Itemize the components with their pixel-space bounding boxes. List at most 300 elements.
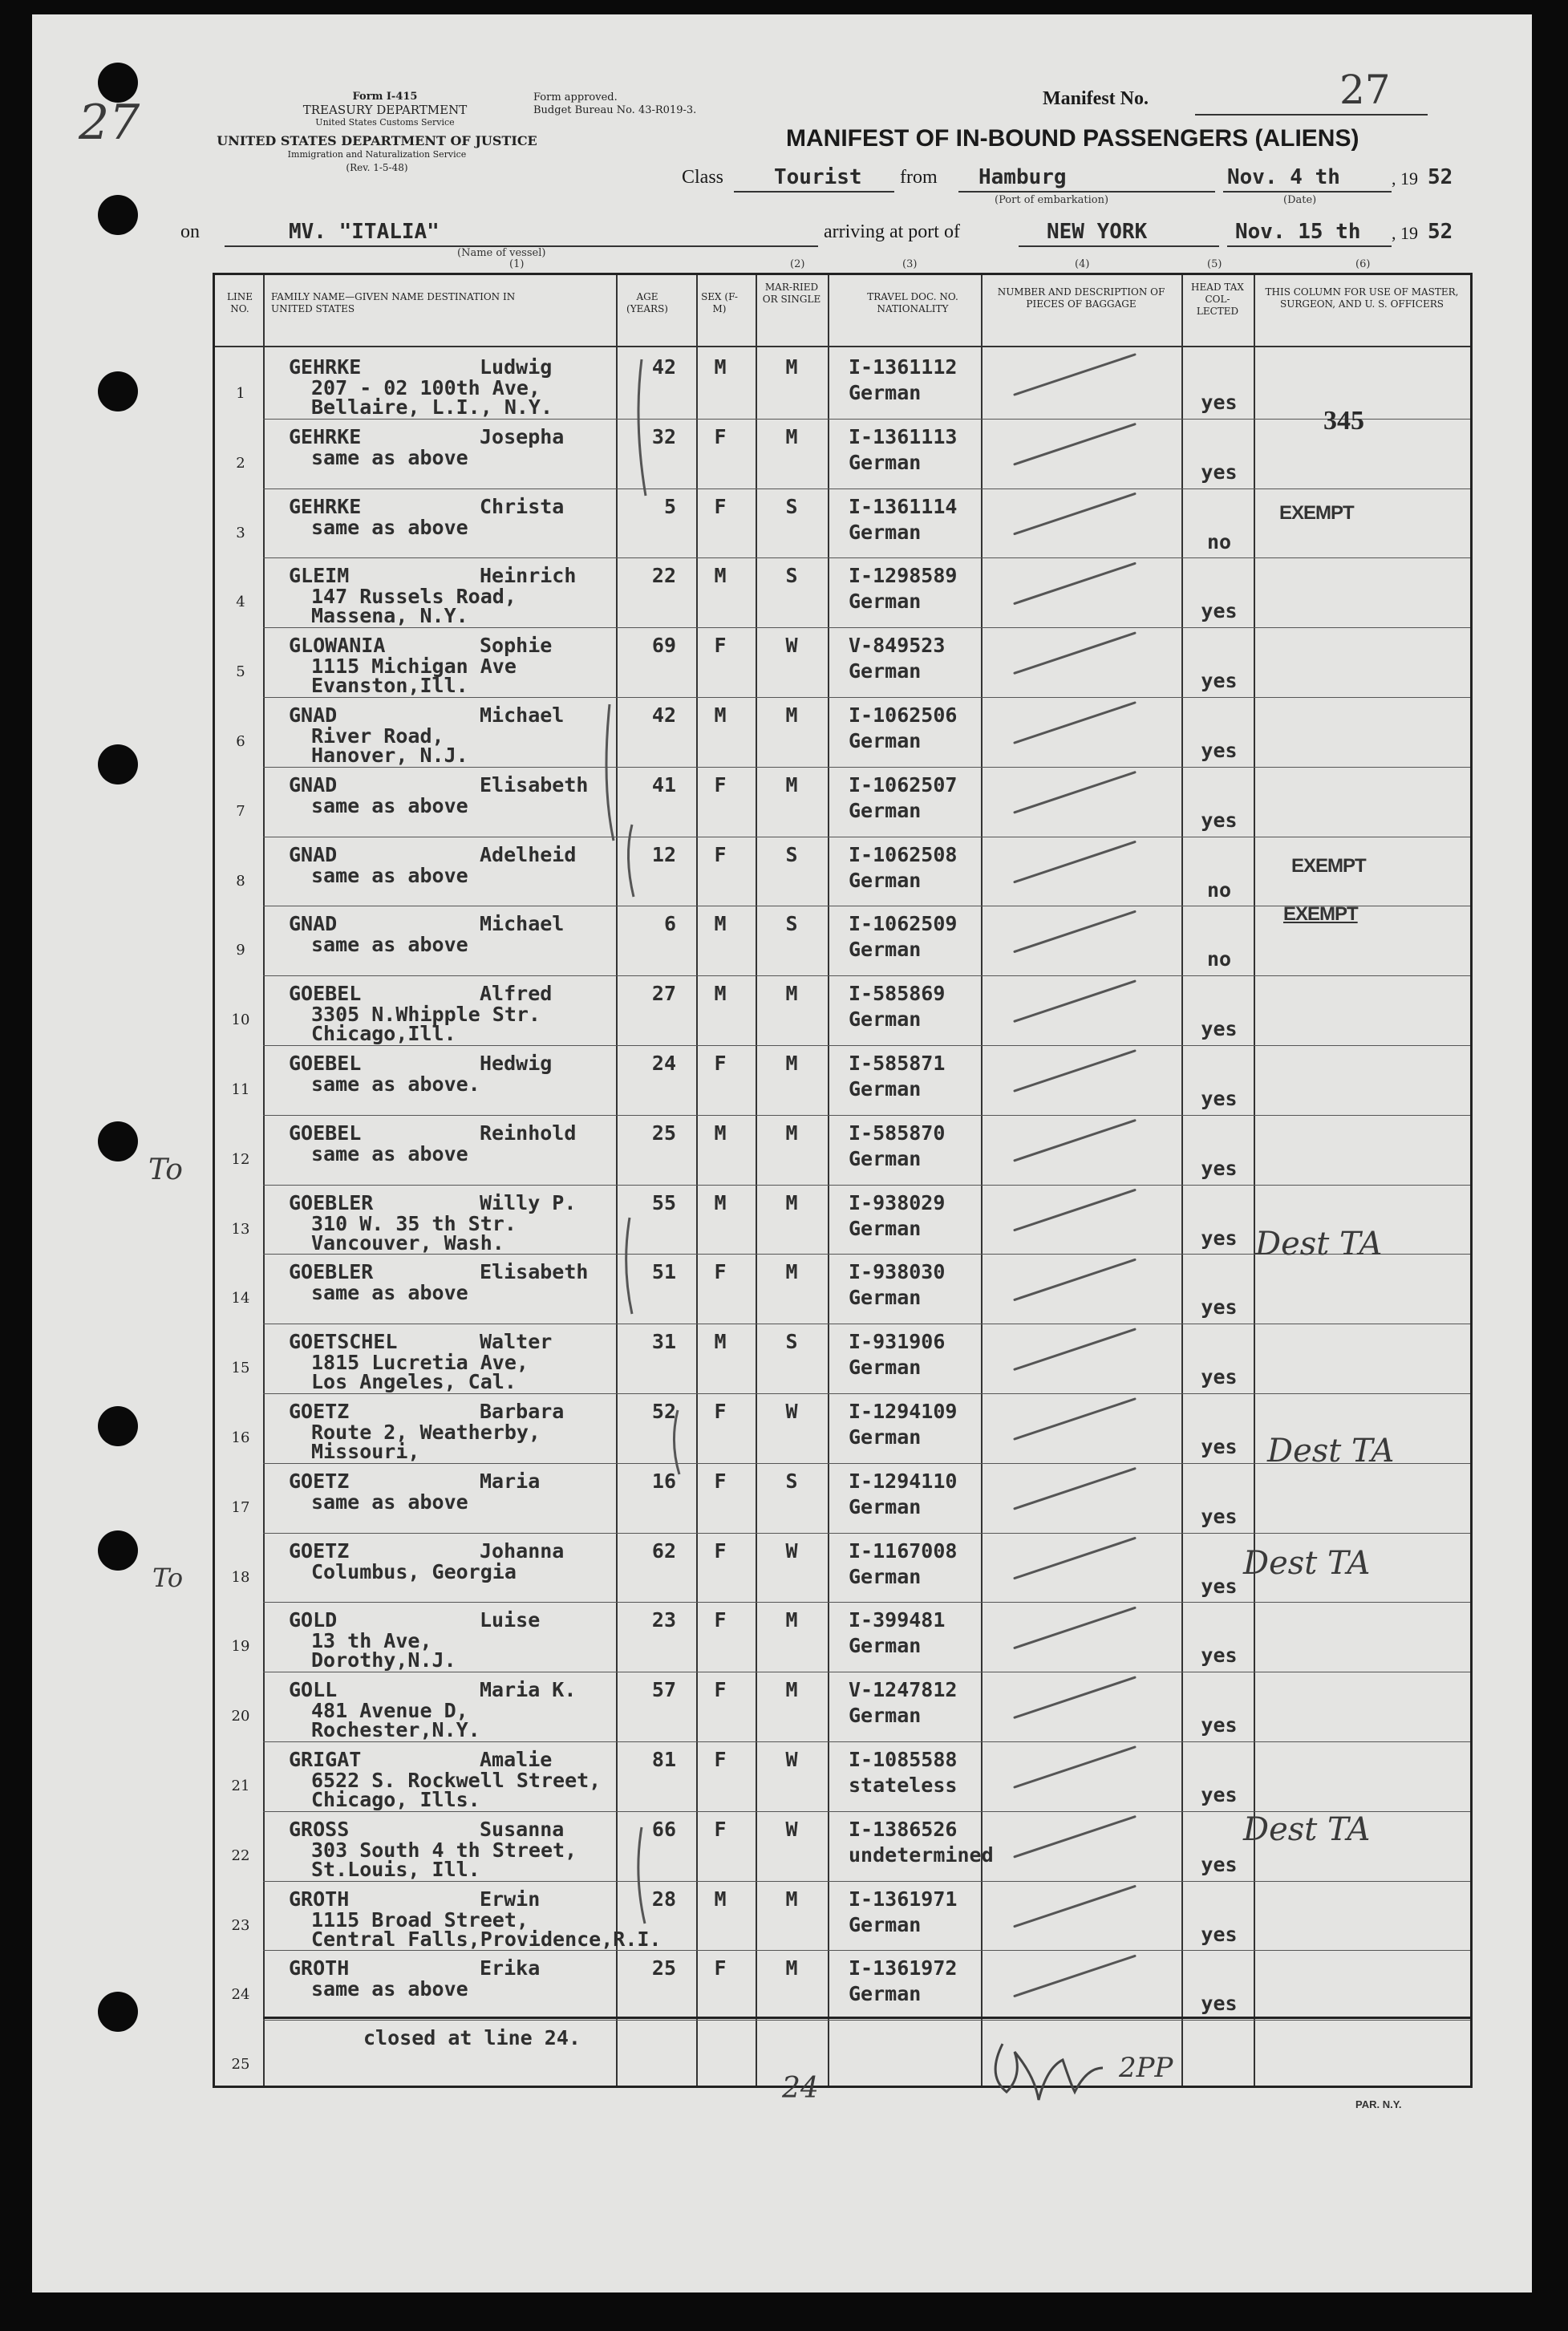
head-tax: yes	[1201, 739, 1238, 762]
head-tax: yes	[1201, 1017, 1238, 1041]
sex: F	[714, 1538, 727, 1563]
travel-doc-number: I-1298589	[849, 564, 958, 588]
family-name: GROSS	[289, 1817, 350, 1841]
baggage-check-mark	[1015, 1190, 1135, 1230]
travel-doc-number: I-1085588	[849, 1748, 958, 1771]
destination-line-1: River Road,	[311, 724, 444, 748]
given-name: Walter	[480, 1330, 553, 1354]
handwritten-dest-ta: Dest TA	[1255, 1226, 1383, 1263]
family-name: GOETZ	[289, 1469, 350, 1493]
nationality: German	[849, 1982, 922, 2006]
head-tax: yes	[1201, 391, 1238, 414]
family-name: GRIGAT	[289, 1748, 362, 1771]
line-number: 4	[236, 594, 245, 611]
sex: F	[714, 1608, 727, 1632]
baggage-check-mark	[1015, 1538, 1135, 1579]
head-tax: yes	[1201, 1713, 1238, 1737]
family-name: GLEIM	[289, 564, 350, 588]
destination-line-1: same as above	[311, 445, 468, 469]
travel-doc-number: I-399481	[849, 1608, 946, 1632]
baggage-check-mark	[1015, 563, 1135, 603]
marital-status: W	[785, 634, 798, 658]
printer-mark: PAR. N.Y.	[1355, 2098, 1402, 2110]
family-name: GNAD	[289, 703, 338, 727]
handwritten-count: 24	[782, 2072, 819, 2105]
age: 62	[651, 1538, 676, 1563]
destination-line-2: Vancouver, Wash.	[311, 1230, 504, 1255]
line-number: 9	[236, 942, 245, 959]
destination-line-1: 481 Avenue D,	[311, 1699, 468, 1723]
destination-line-2: Dorothy,N.J.	[311, 1648, 456, 1672]
line-number: 10	[231, 1011, 250, 1029]
travel-doc-number: I-1361972	[849, 1956, 958, 1980]
age: 41	[651, 772, 676, 797]
age: 23	[651, 1608, 676, 1632]
family-name: GOEBLER	[289, 1190, 374, 1214]
head-tax: no	[1206, 529, 1232, 553]
age: 5	[663, 494, 676, 518]
destination-line-1: same as above.	[311, 1072, 480, 1096]
marital-status: S	[785, 494, 798, 518]
col-number-1: (1)	[509, 258, 525, 270]
destination-line-2: Chicago,Ill.	[311, 1022, 456, 1046]
sex: F	[714, 842, 727, 866]
age: 12	[651, 842, 676, 866]
nationality: German	[849, 1007, 922, 1032]
handwritten-margin-note: To	[148, 1153, 183, 1186]
given-name: Heinrich	[480, 564, 577, 588]
head-tax: yes	[1201, 1574, 1238, 1598]
baggage-check-mark	[1015, 1817, 1135, 1857]
given-name: Maria K.	[480, 1678, 577, 1702]
nationality: stateless	[849, 1774, 958, 1797]
marital-status: M	[785, 772, 798, 797]
col-header-sex: SEX (F-M)	[701, 291, 738, 314]
travel-doc-number: I-585869	[849, 982, 946, 1006]
marital-status: S	[785, 1469, 798, 1493]
head-tax: yes	[1201, 1365, 1238, 1389]
nationality: German	[849, 1912, 922, 1936]
line-number: 17	[231, 1498, 250, 1516]
given-name: Barbara	[480, 1400, 565, 1423]
marital-status: S	[785, 1330, 798, 1354]
col-header-baggage: NUMBER AND DESCRIPTION OF PIECES OF BAGGAGE	[997, 286, 1165, 310]
given-name: Michael	[480, 912, 565, 936]
marital-status: S	[785, 912, 798, 936]
given-name: Elisabeth	[480, 772, 589, 797]
age: 69	[651, 634, 676, 658]
nationality: German	[849, 1286, 922, 1310]
date-sublabel: (Date)	[1283, 194, 1317, 206]
nationality: German	[849, 798, 922, 822]
destination-line-1: 207 - 02 100th Ave,	[311, 376, 541, 399]
handwritten-margin-note: To	[152, 1563, 184, 1593]
handwritten-dest-ta: Dest TA	[1267, 1433, 1395, 1470]
destination-line-1: Columbus, Georgia	[311, 1559, 517, 1583]
manifest-no-label: Manifest No.	[1043, 88, 1149, 109]
age: 28	[651, 1887, 676, 1911]
sex: M	[714, 912, 727, 936]
head-tax: yes	[1201, 1644, 1238, 1668]
baggage-check-mark	[1015, 842, 1135, 882]
vessel-name: MV. "ITALIA"	[289, 220, 440, 244]
marital-status: W	[785, 1400, 798, 1423]
sex: M	[714, 1190, 727, 1214]
destination-line-2: Los Angeles, Cal.	[311, 1370, 517, 1394]
given-name: Amalie	[480, 1748, 553, 1771]
age: 25	[651, 1956, 676, 1980]
baggage-check-mark	[1015, 1677, 1135, 1717]
given-name: Willy P.	[480, 1190, 577, 1214]
baggage-check-mark	[1015, 1399, 1135, 1439]
budget-bureau: Budget Bureau No. 43-R019-3.	[533, 104, 697, 116]
from-value: Hamburg	[978, 165, 1067, 189]
year-1: 52	[1428, 165, 1453, 189]
col-header-doc: TRAVEL DOC. NO. NATIONALITY	[867, 291, 958, 314]
destination-line-2: Rochester,N.Y.	[311, 1718, 480, 1742]
age: 57	[651, 1678, 676, 1702]
form-approved: Form approved.	[533, 91, 618, 103]
destination-line-1: 6522 S. Rockwell Street,	[311, 1769, 602, 1792]
destination-line-2: Evanston,Ill.	[311, 674, 468, 698]
travel-doc-number: I-1062508	[849, 842, 958, 866]
family-name: GNAD	[289, 912, 338, 936]
age: 24	[651, 1052, 676, 1075]
given-name: Reinhold	[480, 1121, 577, 1145]
family-name: GOLL	[289, 1678, 338, 1702]
marital-status: M	[785, 355, 798, 379]
marital-status: M	[785, 1887, 798, 1911]
given-name: Alfred	[480, 982, 553, 1006]
travel-doc-number: I-1386526	[849, 1817, 958, 1841]
nationality: German	[849, 1146, 922, 1170]
justice-dept: UNITED STATES DEPARTMENT OF JUSTICE	[217, 133, 537, 148]
destination-line-2: Central Falls,Providence,R.I.	[311, 1927, 662, 1951]
family-name: GEHRKE	[289, 494, 362, 518]
family-name: GOEBEL	[289, 982, 362, 1006]
destination-line-1: closed at line 24.	[363, 2026, 581, 2050]
age: 51	[651, 1260, 676, 1284]
family-name: GROTH	[289, 1956, 350, 1980]
marital-status: M	[785, 982, 798, 1006]
from-sublabel: (Port of embarkation)	[995, 194, 1109, 206]
baggage-check-mark	[1015, 1329, 1135, 1369]
sex: M	[714, 355, 727, 379]
corner-handwritten-number: 27	[79, 95, 140, 151]
line-number: 23	[231, 1916, 250, 1934]
baggage-check-mark	[1015, 1259, 1135, 1299]
line-number: 14	[231, 1290, 250, 1307]
age: 25	[651, 1121, 676, 1145]
nationality: German	[849, 1564, 922, 1588]
col-header-headtax: HEAD TAX COL-LECTED	[1191, 282, 1244, 317]
family-name: GOEBLER	[289, 1260, 374, 1284]
travel-doc-number: V-1247812	[849, 1678, 958, 1702]
age: 81	[651, 1748, 676, 1771]
nationality: German	[849, 590, 922, 614]
marital-status: M	[785, 1121, 798, 1145]
marital-status: S	[785, 564, 798, 588]
baggage-check-mark	[1015, 981, 1135, 1021]
nationality: German	[849, 1216, 922, 1240]
nationality: German	[849, 729, 922, 752]
travel-doc-number: I-585870	[849, 1121, 946, 1145]
family-name: GLOWANIA	[289, 634, 386, 658]
travel-doc-number: I-585871	[849, 1052, 946, 1075]
sex: M	[714, 982, 727, 1006]
head-tax: yes	[1201, 1992, 1238, 2016]
destination-line-2: Hanover, N.J.	[311, 744, 468, 767]
head-tax: yes	[1201, 1156, 1238, 1180]
col-number-3: (3)	[902, 258, 918, 270]
head-tax: no	[1206, 878, 1232, 902]
line-number: 13	[231, 1220, 250, 1238]
col-number-4: (4)	[1075, 258, 1090, 270]
baggage-check-mark	[1015, 424, 1135, 464]
baggage-check-mark	[1015, 494, 1135, 534]
head-tax: yes	[1201, 1922, 1238, 1946]
officer-number: 345	[1323, 406, 1364, 436]
marital-status: W	[785, 1538, 798, 1563]
manifest-title: MANIFEST OF IN-BOUND PASSENGERS (ALIENS)	[786, 125, 1359, 152]
marital-status: M	[785, 1052, 798, 1075]
travel-doc-number: I-1167008	[849, 1538, 958, 1563]
line-number: 3	[236, 524, 245, 541]
manifest-no-value: 27	[1339, 67, 1391, 113]
travel-doc-number: I-938030	[849, 1260, 946, 1284]
nationality: German	[849, 1356, 922, 1380]
nationality: undetermined	[849, 1843, 994, 1867]
sex: M	[714, 1330, 727, 1354]
destination-line-1: same as above	[311, 1281, 468, 1305]
destination-line-1: 303 South 4 th Street,	[311, 1838, 577, 1862]
baggage-check-mark	[1015, 1956, 1135, 1996]
col-header-age: AGE (YEARS)	[626, 291, 668, 314]
age: 66	[651, 1817, 676, 1841]
destination-line-1: 13 th Ave,	[311, 1629, 432, 1653]
destination-line-1: Route 2, Weatherby,	[311, 1421, 541, 1444]
age: 42	[651, 355, 676, 379]
given-name: Erika	[480, 1956, 541, 1980]
travel-doc-number: I-938029	[849, 1190, 946, 1214]
arrival-date: Nov. 15 th	[1235, 220, 1361, 244]
head-tax: yes	[1201, 1226, 1238, 1250]
sex: F	[714, 1469, 727, 1493]
sex: F	[714, 772, 727, 797]
line-number: 11	[231, 1081, 250, 1098]
destination-line-1: same as above	[311, 863, 468, 887]
ins-service: Immigration and Naturalization Service	[287, 149, 467, 160]
destination-line-2: Massena, N.Y.	[311, 604, 468, 628]
nationality: German	[849, 938, 922, 962]
head-tax: yes	[1201, 1087, 1238, 1110]
family-name: GOEBEL	[289, 1121, 362, 1145]
travel-doc-number: I-1294110	[849, 1469, 958, 1493]
nationality: German	[849, 868, 922, 892]
handwritten-dest-ta: Dest TA	[1243, 1545, 1371, 1582]
given-name: Luise	[480, 1608, 541, 1632]
baggage-check-mark	[1015, 1607, 1135, 1648]
given-name: Michael	[480, 703, 565, 727]
vessel-sublabel: (Name of vessel)	[457, 247, 546, 259]
given-name: Ludwig	[480, 355, 553, 379]
head-tax: yes	[1201, 599, 1238, 623]
arrival-port: NEW YORK	[1047, 220, 1148, 244]
head-tax: yes	[1201, 1504, 1238, 1528]
line-number: 15	[231, 1360, 250, 1377]
line-number: 7	[236, 802, 245, 820]
line-number: 12	[231, 1150, 250, 1168]
col-header-officers: THIS COLUMN FOR USE OF MASTER, SURGEON, AND U. S. OFFICERS	[1265, 286, 1459, 310]
destination-line-1: 147 Russels Road,	[311, 585, 517, 609]
head-tax: yes	[1201, 1783, 1238, 1806]
destination-line-2: Chicago, Ills.	[311, 1788, 480, 1811]
arriving-label: arriving at port of	[824, 221, 960, 242]
year-2: 52	[1428, 220, 1453, 244]
baggage-check-mark	[1015, 1469, 1135, 1509]
destination-line-1: same as above	[311, 1490, 468, 1514]
baggage-check-mark	[1015, 633, 1135, 673]
line-number: 1	[236, 385, 245, 402]
sex: F	[714, 1748, 727, 1771]
sex: M	[714, 564, 727, 588]
nationality: German	[849, 381, 922, 404]
travel-doc-number: I-931906	[849, 1330, 946, 1354]
sex: M	[714, 1887, 727, 1911]
year-prefix-2: , 19	[1392, 223, 1418, 243]
line-number: 24	[231, 1986, 250, 2004]
destination-line-1: same as above	[311, 933, 468, 957]
travel-doc-number: V-849523	[849, 634, 946, 658]
sex: F	[714, 1052, 727, 1075]
destination-line-1: 1115 Michigan Ave	[311, 655, 517, 679]
age: 32	[651, 424, 676, 448]
destination-line-1: same as above	[311, 793, 468, 817]
age: 55	[651, 1190, 676, 1214]
manifest-page	[32, 14, 1532, 2292]
line-number: 19	[231, 1638, 250, 1656]
nationality: German	[849, 1425, 922, 1449]
family-name: GNAD	[289, 772, 338, 797]
marital-status: M	[785, 703, 798, 727]
on-label: on	[180, 221, 200, 242]
given-name: Maria	[480, 1469, 541, 1493]
sex: F	[714, 424, 727, 448]
travel-doc-number: I-1361113	[849, 424, 958, 448]
col-number-2: (2)	[790, 258, 805, 270]
col-header-married: MAR-RIED OR SINGLE	[762, 282, 821, 305]
marital-status: W	[785, 1748, 798, 1771]
given-name: Christa	[480, 494, 565, 518]
line-number: 6	[236, 733, 245, 750]
given-name: Johanna	[480, 1538, 565, 1563]
marital-status: W	[785, 1817, 798, 1841]
line-number: 20	[231, 1708, 250, 1725]
class-value: Tourist	[774, 165, 862, 189]
given-name: Hedwig	[480, 1052, 553, 1075]
sex: F	[714, 634, 727, 658]
treasury-dept: TREASURY DEPARTMENT	[302, 103, 468, 117]
marital-status: M	[785, 1608, 798, 1632]
destination-line-2: St.Louis, Ill.	[311, 1857, 480, 1881]
baggage-check-mark	[1015, 1887, 1135, 1927]
marital-status: S	[785, 842, 798, 866]
destination-line-2: Missouri,	[311, 1440, 420, 1463]
nationality: German	[849, 659, 922, 683]
nationality: German	[849, 1704, 922, 1728]
line-number: 18	[231, 1568, 250, 1586]
family-name: GOETZ	[289, 1400, 350, 1423]
head-tax: yes	[1201, 460, 1238, 484]
given-name: Adelheid	[480, 842, 577, 866]
destination-line-1: 3305 N.Whipple Str.	[311, 1003, 541, 1027]
marital-status: M	[785, 1190, 798, 1214]
destination-line-1: same as above	[311, 1977, 468, 2001]
given-name: Erwin	[480, 1887, 541, 1911]
given-name: Susanna	[480, 1817, 565, 1841]
marital-status: M	[785, 424, 798, 448]
baggage-check-mark	[1015, 1747, 1135, 1787]
col-number-6: (6)	[1355, 258, 1371, 270]
sex: F	[714, 1956, 727, 1980]
head-tax: yes	[1201, 1295, 1238, 1320]
family-name: GEHRKE	[289, 424, 362, 448]
destination-line-1: 1115 Broad Street,	[311, 1907, 529, 1932]
nationality: German	[849, 450, 922, 474]
sex: F	[714, 1678, 727, 1702]
sex: F	[714, 1260, 727, 1284]
sex: F	[714, 1817, 727, 1841]
nationality: German	[849, 1494, 922, 1518]
travel-doc-number: I-1294109	[849, 1400, 958, 1423]
travel-doc-number: I-1062506	[849, 703, 958, 727]
sex: M	[714, 703, 727, 727]
baggage-check-mark	[1015, 355, 1135, 395]
head-tax: yes	[1201, 1852, 1238, 1876]
destination-line-1: same as above	[311, 1141, 468, 1166]
age: 6	[663, 912, 676, 936]
family-name: GOETSCHEL	[289, 1330, 398, 1354]
nationality: German	[849, 1077, 922, 1101]
marital-status: M	[785, 1678, 798, 1702]
head-tax: yes	[1201, 669, 1238, 693]
line-number: 2	[236, 454, 245, 472]
age: 22	[651, 564, 676, 588]
form-revision: (Rev. 1-5-48)	[346, 162, 408, 173]
destination-line-1: 1815 Lucretia Ave,	[311, 1351, 529, 1375]
col-header-line: LINE NO.	[227, 291, 253, 314]
family-name: GOLD	[289, 1608, 338, 1632]
given-name: Sophie	[480, 634, 553, 658]
family-name: GROTH	[289, 1887, 350, 1911]
nationality: German	[849, 1634, 922, 1658]
baggage-check-mark	[1015, 703, 1135, 743]
line-number: 16	[231, 1429, 250, 1446]
given-name: Elisabeth	[480, 1260, 589, 1284]
travel-doc-number: I-1062507	[849, 772, 958, 797]
marital-status: M	[785, 1260, 798, 1284]
line-number: 8	[236, 872, 245, 890]
exempt-stamp: EXEMPT	[1291, 855, 1366, 877]
line-number: 5	[236, 663, 245, 681]
col-number-5: (5)	[1207, 258, 1222, 270]
sex: F	[714, 494, 727, 518]
head-tax: yes	[1201, 808, 1238, 832]
from-label: from	[900, 167, 938, 188]
travel-doc-number: I-1361971	[849, 1887, 958, 1911]
baggage-check-mark	[1015, 1121, 1135, 1161]
baggage-check-mark	[1015, 911, 1135, 951]
